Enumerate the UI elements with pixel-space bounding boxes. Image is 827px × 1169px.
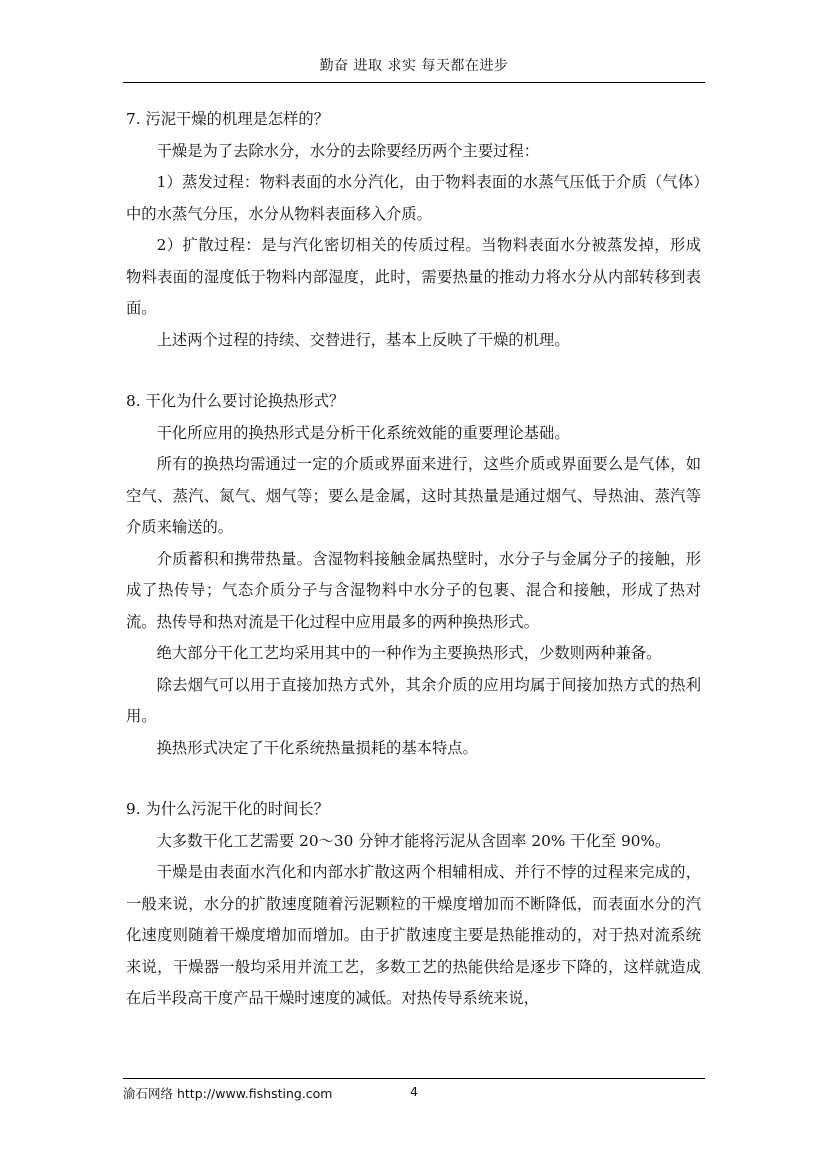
paragraph: 换热形式决定了干化系统热量损耗的基本特点。: [156, 738, 478, 757]
paragraph: 干燥是由表面水汽化和内部水扩散这两个相辅相成、并行不悖的过程来完成的，一般来说，水分的扩散速度随着污泥颗粒的干燥度增加而不断降低，而表面水分的汽化速度则随着干燥度增加而增加。由于扩散速度主要是热能推动的，对于热对流系统来说，干燥器一般均采用并流工艺，多数工艺的热能供给是逐步下降的，这样就造成在后半段高干度产品干燥时速度的减低。对热传导系统来说，: [126, 863, 701, 1007]
section-heading: 7. 污泥干燥的机理是怎样的？: [126, 110, 330, 128]
paragraph: 上述两个过程的持续、交替进行，基本上反映了干燥的机理。: [156, 330, 570, 349]
paragraph: 除去烟气可以用于直接加热方式外，其余介质的应用均属于间接加热方式的热利用。: [126, 675, 701, 725]
paragraph: 所有的换热均需通过一定的介质或界面来进行，这些介质或界面要么是气体，如空气、蒸汽、氮气、烟气等；要么是金属，这时其热量是通过烟气、导热油、蒸汽等介质来输送的。: [126, 455, 701, 536]
paragraph: 2）扩散过程：是与汽化密切相关的传质过程。当物料表面水分被蒸发掉，形成物料表面的湿度低于物料内部湿度，此时，需要热量的推动力将水分从内部转移到表面。: [126, 236, 701, 317]
page-header: [123, 55, 705, 83]
paragraph: 干燥是为了去除水分，水分的去除要经历两个主要过程：: [156, 141, 540, 160]
paragraph: 1）蒸发过程：物料表面的水分汽化，由于物料表面的水蒸气压低于介质（气体）中的水蒸气分压，水分从物料表面移入介质。: [126, 173, 701, 223]
section-spacer: [126, 356, 701, 386]
section-heading: 9. 为什么污泥干化的时间长？: [126, 800, 330, 818]
section-spacer: [126, 764, 701, 794]
document-body: [126, 104, 701, 1015]
section-heading: 8. 干化为什么要讨论换热形式？: [126, 392, 345, 410]
page-number: 4: [410, 1084, 418, 1099]
header-motto: 勤奋 进取 求实 每天都在进步: [319, 58, 509, 74]
paragraph: 大多数干化工艺需要 20～30 分钟才能将污泥从含固率 20% 干化至 90%。: [156, 831, 671, 850]
paragraph: 介质蓄积和携带热量。含湿物料接触金属热壁时，水分子与金属分子的接触，形成了热传导；气态介质分子与含湿物料中水分子的包裹、混合和接触，形成了热对流。热传导和热对流是干化过程中应用最多的两种换热形式。: [126, 549, 701, 631]
paragraph: 绝大部分干化工艺均采用其中的一种作为主要换热形式，少数则两种兼备。: [156, 644, 662, 662]
paragraph: 干化所应用的换热形式是分析干化系统效能的重要理论基础。: [156, 423, 570, 442]
page-footer: [123, 1078, 705, 1102]
footer-site: 渝石网络 http://www.fishsting.com: [123, 1086, 333, 1101]
